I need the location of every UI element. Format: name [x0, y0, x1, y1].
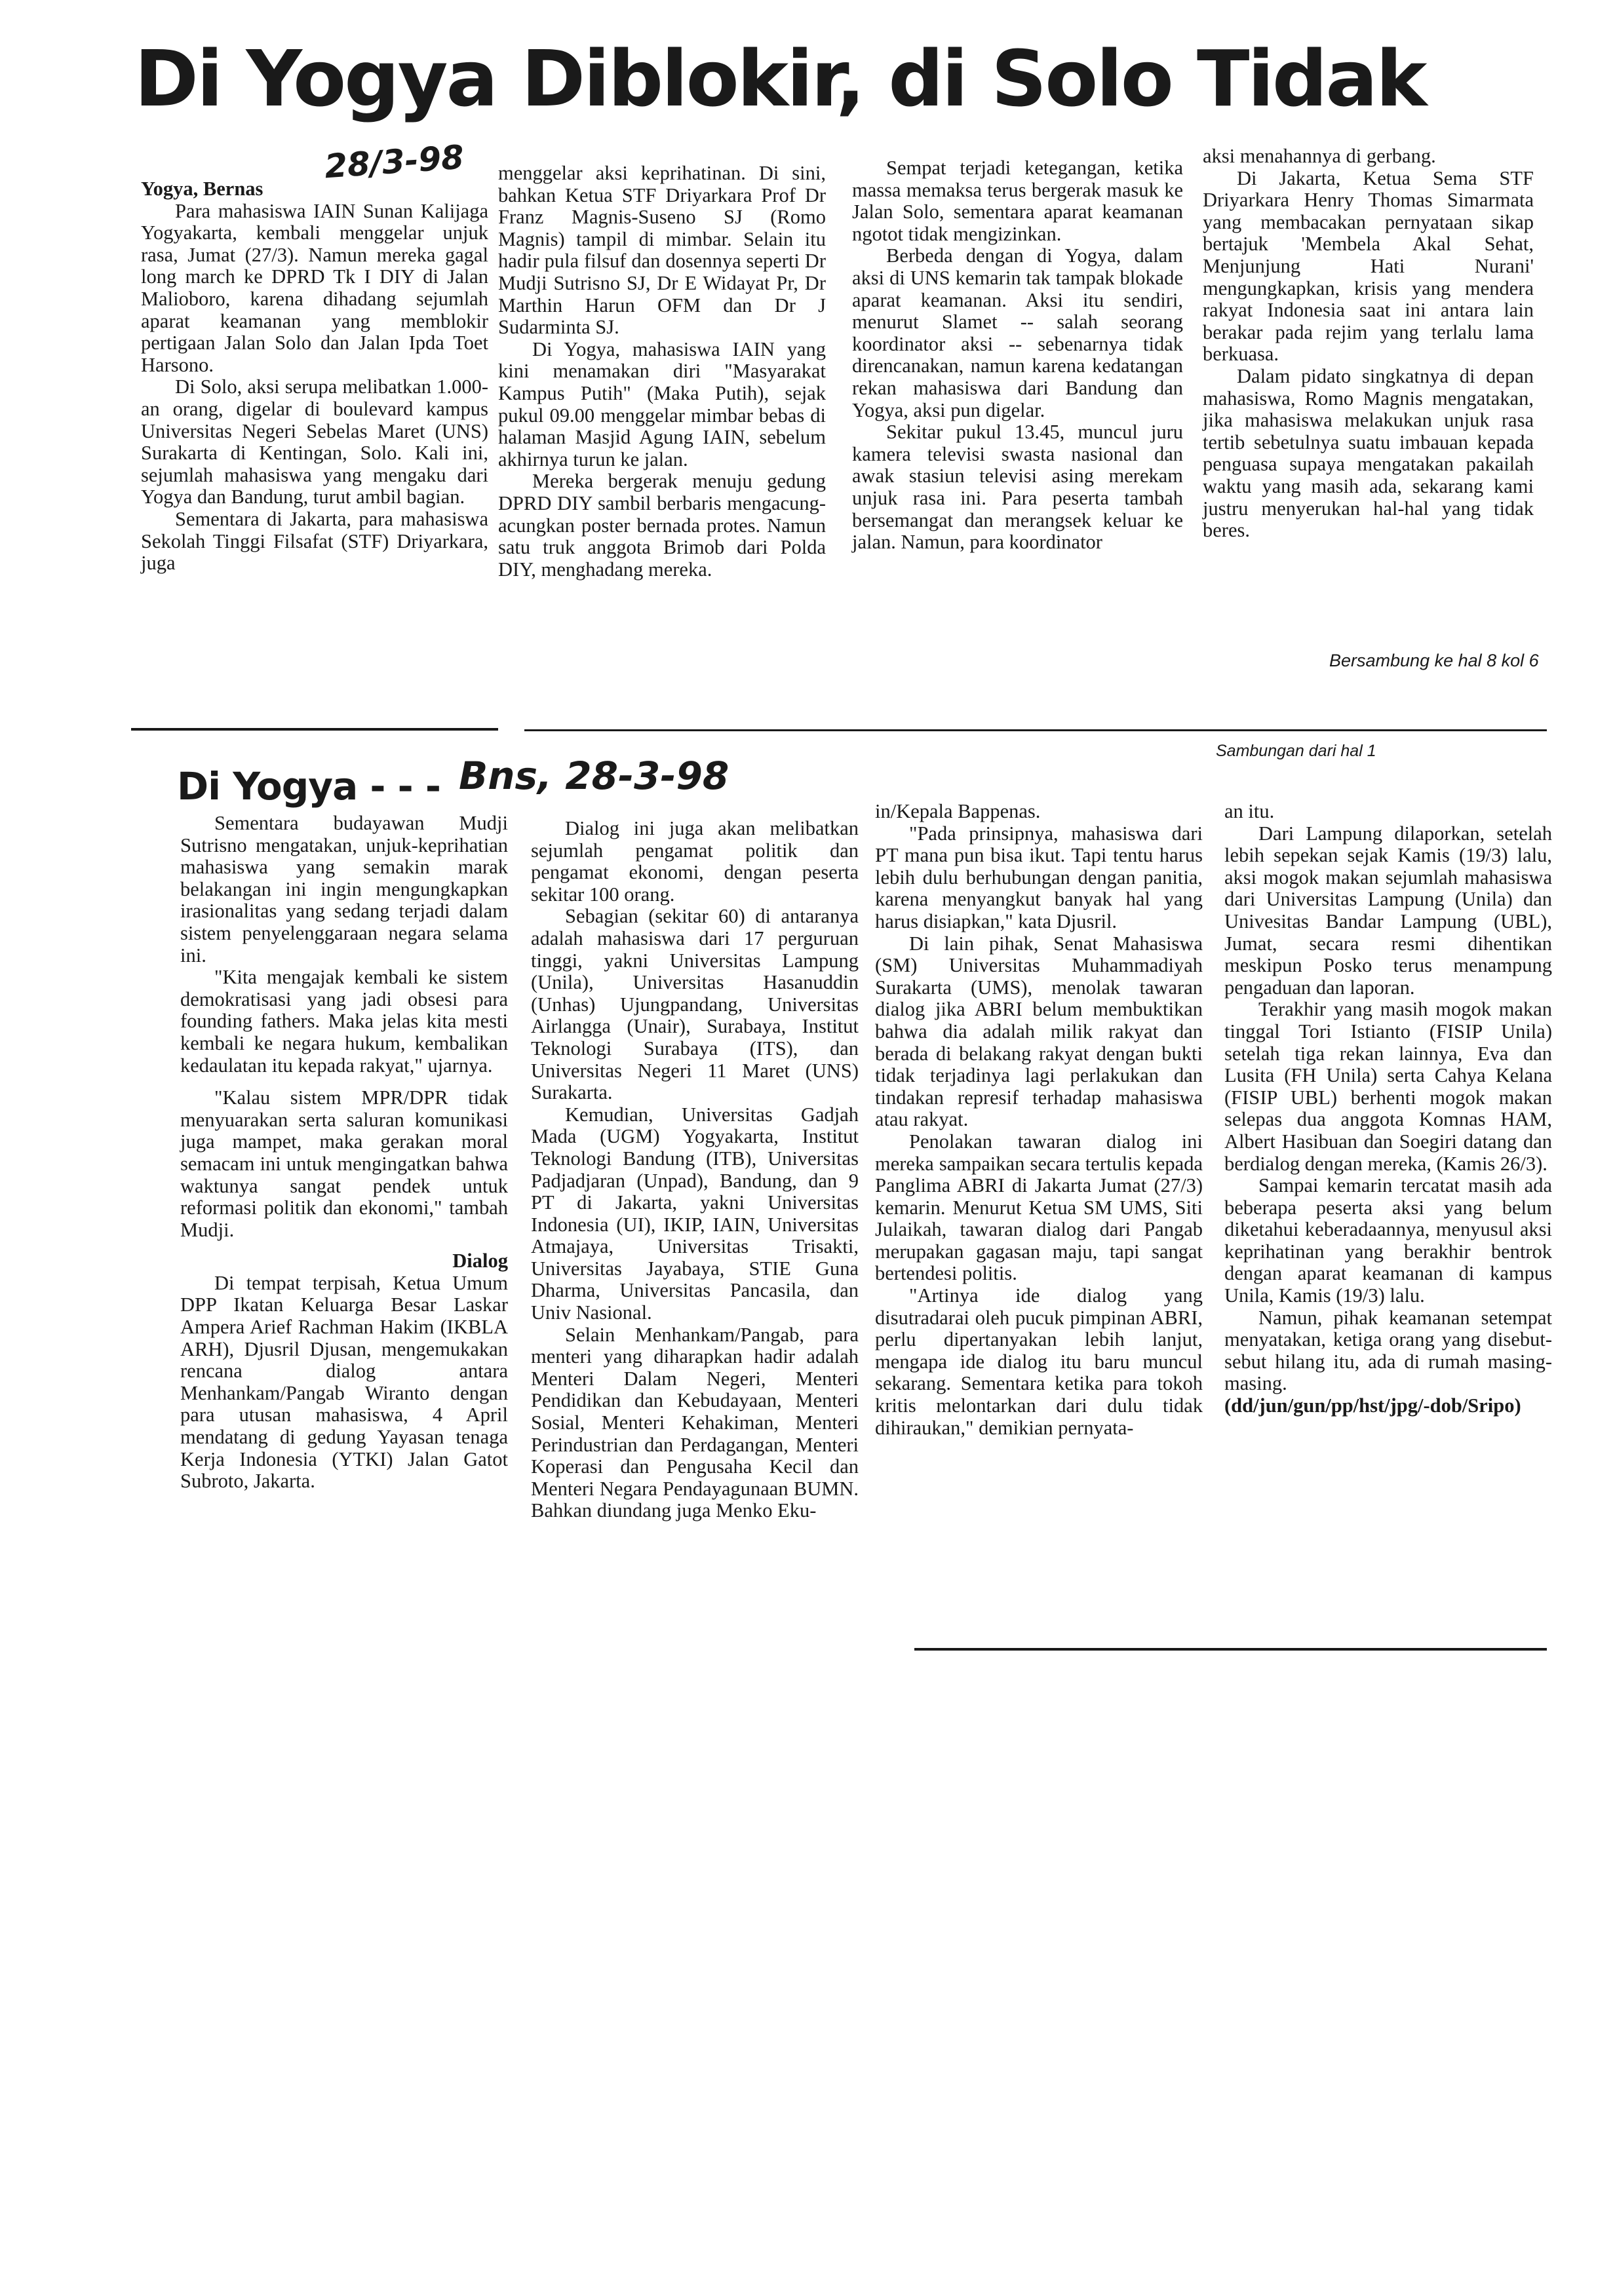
continued-note: Bersambung ke hal 8 kol 6 — [1329, 651, 1539, 670]
credit-line: (dd/jun/gun/pp/hst/jpg/-dob/Sripo) — [1224, 1394, 1521, 1417]
paragraph: in/Kepala Bappenas. — [875, 800, 1041, 822]
paragraph: Di lain pihak, Senat Mahasiswa (SM) Universitas Muhammadiyah Surakarta (UMS), menolak tawaran dialog jika ABRI belum membuktikan bahwa dia adalah milik rakyat dan berada di belakang rakyat dengan bukti tidak terjadinya lagi perlakukan dan tindakan represif terhadap mahasiswa atau rakyat. — [875, 932, 1203, 1131]
paragraph: Mereka bergerak menuju gedung DPRD DIY sambil berbaris mengacung-acungkan poster bernada protes. Namun satu truk anggota Brimob dari Polda DIY, menghadang mereka. — [498, 470, 826, 581]
article-column-1 — [180, 813, 508, 1493]
paragraph: Di Solo, aksi serupa melibatkan 1.000-an orang, digelar di boulevard kampus Universitas Negeri Sebelas Maret (UNS) Surakarta di Kentingan, Solo. Kali ini, sejumlah mahasiswa yang mengaku dari Yogya dan Bandung, turut ambil bagian. — [141, 375, 488, 508]
paragraph: Sementara di Jakarta, para mahasiswa Sekolah Tinggi Filsafat (STF) Driyarkara, juga — [141, 507, 488, 575]
article-headline: Di Yogya - - - — [177, 764, 440, 809]
paragraph: Penolakan tawaran dialog ini mereka sampaikan secara tertulis kepada Panglima ABRI di Jakarta Jumat (27/3) kemarin. Menurut Ketua SM UMS, Siti Julaikah, tawaran dialog dari Pangab merupakan gagasan maju, tapi sangat bertendesi politis. — [875, 1130, 1203, 1285]
paragraph: Selain Menhankam/Pangab, para menteri yang diharapkan hadir adalah Menteri Dalam Negeri, Menteri Pendidikan dan Kebudayaan, Menteri Sosial, Menteri Kehakiman, Menteri Perindustrian dan Perdagangan, Menteri Koperasi dan Pengusaha Kecil dan Menteri Negara Pendayagunaan BUMN. Bahkan diundang juga Menko Eku- — [531, 1323, 859, 1522]
paragraph: Terakhir yang masih mogok makan tinggal Tori Istianto (FISIP Unila) setelah tiga rekan lainnya, Eva dan Lusita (FH Unila) serta Cahya Kelana (FISIP UBL) berhenti mogok makan selepas dua anggota Komnas HAM, Albert Hasibuan dan Soegiri datang dan berdialog dengan mereka, (Kamis 26/3). — [1224, 998, 1552, 1175]
paragraph: Sempat terjadi ketegangan, ketika massa memaksa terus bergerak masuk ke Jalan Solo, sementara aparat keamanan ngotot tidak mengizinkan. — [852, 157, 1183, 245]
paragraph: Di tempat terpisah, Ketua Umum DPP Ikatan Keluarga Besar Laskar Ampera Arief Rachman Hakim (IKBLA ARH), Djusril Djusan, mengemukakan rencana dialog antara Menhankam/Pangab Wiranto dengan para utusan mahasiswa, 4 April mendatang di gedung Yayasan tenaga Kerja Indonesia (YTKI) Jalan Gatot Subroto, Jakarta. — [180, 1271, 508, 1493]
paragraph: Berbeda dengan di Yogya, dalam aksi di UNS kemarin tak tampak blokade aparat keamanan. Aksi itu sendiri, menurut Slamet -- salah seorang koordinator aksi -- sebenarnya tidak direncanakan, namun karena kedatangan rekan mahasiswa dari Bandung dan Yogya, aksi pun digelar. — [852, 244, 1183, 421]
paragraph: aksi menahannya di gerbang. — [1203, 145, 1436, 167]
paragraph: Kemudian, Universitas Gadjah Mada (UGM) Yogyakarta, Institut Teknologi Bandung (ITB), Universitas Padjadjaran (Unpad), Bandung, dan 9 PT di Jakarta, yakni Universitas Indonesia (UI), IKIP, IAIN, Universitas Atmajaya, Universitas Trisakti, Universitas Jayabaya, STIE Guna Dharma, Universitas Pancasila, dan Univ Nasional. — [531, 1103, 859, 1324]
article-column-4 — [1203, 145, 1534, 542]
paragraph: Sebagian (sekitar 60) di antaranya adalah mahasiswa dari 17 perguruan tinggi, yakni Universitas Lampung (Unila), Universitas Hasanuddin (Unhas) Ujungpandang, Universitas Airlangga (Unair), Surabaya, Institut Teknologi Surabaya (ITS), dan Universitas Negeri 11 Maret (UNS) Surakarta. — [531, 905, 859, 1104]
article-column-3 — [852, 157, 1183, 554]
subheading: Dialog — [452, 1250, 508, 1272]
article-headline: Di Yogya Diblokir, di Solo Tidak — [134, 33, 1426, 124]
paragraph: Di Yogya, mahasiswa IAIN yang kini menamakan diri "Masyarakat Kampus Putih" (Maka Putih), sejak pukul 09.00 menggelar mimbar bebas di halaman Masjid Agung IAIN, sebelum akhirnya turun ke jalan. — [498, 337, 826, 470]
article-column-3 — [875, 801, 1203, 1439]
paragraph: an itu. — [1224, 800, 1275, 822]
paragraph: "Kita mengajak kembali ke sistem demokratisasi yang jadi obsesi para founding fathers. Maka jelas kita mesti kembali ke negara hukum, kembalikan kedaulatan itu kepada rakyat," ujarnya. — [180, 966, 508, 1077]
continued-from-note: Sambungan dari hal 1 — [1216, 742, 1376, 760]
paragraph: "Pada prinsipnya, mahasiswa dari PT mana pun bisa ikut. Tapi tentu harus lebih dulu berhubungan dengan panitia, karena menyangkut banyak hal yang harus disiapkan," kata Djusril. — [875, 822, 1203, 932]
paragraph: Di Jakarta, Ketua Sema STF Driyarkara Henry Thomas Simarmata yang membacakan pernyataan sikap bertajuk 'Membela Akal Sehat, Menjunjung Hati Nurani' mengungkapkan, krisis yang mendera rakyat Indonesia saat ini antara lain berakar pada rejim yang terlalu lama berkuasa. — [1203, 166, 1534, 366]
paragraph: Sekitar pukul 13.45, muncul juru kamera televisi swasta nasional dan awak stasiun televisi asing merekam unjuk rasa ini. Para peserta tambah bersemangat dan merangsek keluar ke jalan. Namun, para koordinator — [852, 421, 1183, 554]
handwritten-date: 28/3-98 — [323, 138, 465, 186]
paragraph: Dari Lampung dilaporkan, setelah lebih sepekan sejak Kamis (19/3) lalu, aksi mogok makan sejumlah mahasiswa dari Universitas Lampung (Unila) dan Univesitas Bandar Lampung (UBL), Jumat, secara resmi dihentikan meskipun Posko terus menampung pengaduan dan laporan. — [1224, 822, 1552, 999]
divider-rule — [131, 728, 498, 731]
divider-rule — [524, 729, 1547, 731]
paragraph: Para mahasiswa IAIN Sunan Kalijaga Yogyakarta, kembali menggelar unjuk rasa, Jumat (27/3). Namun mereka gagal long march ke DPRD Tk I DIY di Jalan Malioboro, karena dihadang sejumlah aparat keamanan yang memblokir pertigaan Jalan Solo dan Jalan Ipda Toet Harsono. — [141, 199, 488, 376]
paragraph: "Artinya ide dialog yang disutradarai oleh pucuk pimpinan ABRI, perlu dipertanyakan lebih lanjut, mengapa ide dialog itu baru muncul sekarang. Sementara ketika para tokoh kritis melontarkan dari dulu tidak dihiraukan," demikian pernyata- — [875, 1284, 1203, 1439]
article-column-2 — [498, 163, 826, 581]
article-column-4 — [1224, 801, 1552, 1417]
paragraph: Dialog ini juga akan melibatkan sejumlah pengamat politik dan pengamat ekonomi, dengan peserta sekitar 100 orang. — [531, 817, 859, 906]
paragraph: Namun, pihak keamanan setempat menyatakan, ketiga orang yang disebut-sebut hilang itu, ada di rumah masing-masing. — [1224, 1306, 1552, 1395]
article-column-2 — [531, 818, 859, 1522]
end-rule — [914, 1648, 1547, 1651]
handwritten-date: Bns, 28-3-98 — [459, 754, 730, 798]
paragraph: "Kalau sistem MPR/DPR tidak menyuarakan serta saluran komunikasi juga mampet, maka gerakan moral semacam ini untuk mengingatkan bahwa waktunya sangat pendek untuk reformasi politik dan ekonomi," tambah Mudji. — [180, 1086, 508, 1241]
dateline: Yogya, Bernas — [141, 178, 263, 200]
paragraph: Sampai kemarin tercatat masih ada beberapa peserta aksi yang belum diketahui keberadaannya, menyusul aksi keprihatinan yang berakhir bentrok dengan aparat keamanan di kampus Unila, Kamis (19/3) lalu. — [1224, 1174, 1552, 1307]
paragraph: menggelar aksi keprihatinan. Di sini, bahkan Ketua STF Driyarkara Prof Dr Franz Magnis-Suseno SJ (Romo Magnis) tampil di mimbar. Selain itu hadir pula filsuf dan dosennya seperti Dr Mudji Sutrisno SJ, Dr E Widayat Pr, Dr Marthin Harun OFM dan Dr J Sudarminta SJ. — [498, 162, 826, 339]
article-column-1 — [141, 178, 488, 575]
paragraph: Sementara budayawan Mudji Sutrisno mengatakan, unjuk-keprihatian mahasiswa yang semakin marak belakangan ini ingin mengungkapkan irasionalitas yang sedang terjadi dalam sistem penyelenggaraan negara selama ini. — [180, 812, 508, 966]
paragraph: Dalam pidato singkatnya di depan mahasiswa, Romo Magnis mengatakan, jika mahasiswa melakukan unjuk rasa tertib sebetulnya suatu imbauan kepada penguasa supaya mengatakan pakailah waktu yang masih ada, sekarang kami justru menyerukan hal-hal yang tidak beres. — [1203, 364, 1534, 542]
